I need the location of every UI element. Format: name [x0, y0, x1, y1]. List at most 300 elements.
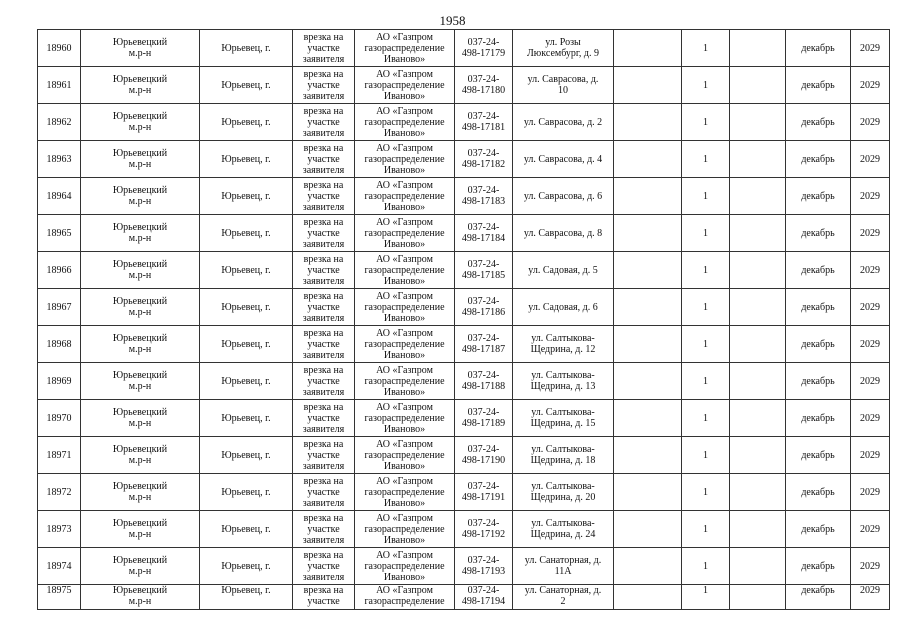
address-cell-line: ул. Саврасова, д. — [527, 74, 599, 85]
table-body — [38, 30, 890, 610]
connection-type-cell — [293, 474, 355, 511]
address-cell-line: ул. Саврасова, д. 8 — [523, 227, 603, 239]
row-number: 18974 — [38, 548, 81, 585]
connection-type-cell-line: врезка на — [303, 105, 344, 117]
connection-type-cell-line: участке — [307, 523, 340, 535]
organization-cell-line: АО «Газпром — [376, 31, 433, 43]
district-cell-line: м.р-н — [128, 381, 152, 392]
table-row — [38, 178, 890, 215]
object-code-cell-line: 037-24- — [467, 518, 500, 529]
district-cell-line: м.р-н — [128, 596, 152, 607]
month-cell: декабрь — [786, 585, 851, 610]
empty-cell — [614, 363, 682, 400]
empty-cell — [730, 67, 786, 104]
quantity-cell: 1 — [682, 67, 730, 104]
empty-cell — [730, 252, 786, 289]
empty-cell — [614, 215, 682, 252]
empty-cell — [614, 30, 682, 67]
object-code-cell-line: 037-24- — [467, 74, 500, 85]
year-cell: 2029 — [851, 30, 890, 67]
empty-cell — [730, 548, 786, 585]
row-number: 18975 — [38, 585, 81, 610]
organization-cell-line: газораспределение — [364, 560, 445, 572]
address-cell — [513, 400, 614, 437]
connection-type-cell-line: участке — [307, 560, 340, 572]
object-code-cell — [455, 400, 513, 437]
connection-type-cell-line: участке — [307, 338, 340, 350]
organization-cell-line: АО «Газпром — [376, 105, 433, 117]
month-cell: декабрь — [786, 400, 851, 437]
table-row — [38, 252, 890, 289]
month-cell: декабрь — [786, 548, 851, 585]
connection-type-cell-line: участке — [307, 301, 340, 313]
year-cell: 2029 — [851, 400, 890, 437]
month-cell: декабрь — [786, 289, 851, 326]
month-cell: декабрь — [786, 252, 851, 289]
empty-cell — [730, 474, 786, 511]
organization-cell-line: Иваново» — [383, 423, 426, 435]
connection-type-cell-line: заявителя — [302, 275, 345, 287]
organization-cell — [355, 363, 455, 400]
district-cell-line: Юрьевецкий — [112, 444, 168, 455]
object-code-cell — [455, 585, 513, 610]
connection-type-cell — [293, 215, 355, 252]
object-code-cell-line: 037-24- — [467, 370, 500, 381]
object-code-cell — [455, 141, 513, 178]
year-cell: 2029 — [851, 363, 890, 400]
organization-cell — [355, 585, 455, 610]
connection-type-cell — [293, 30, 355, 67]
district-cell — [81, 215, 200, 252]
object-code-cell — [455, 252, 513, 289]
organization-cell-line: Иваново» — [383, 127, 426, 139]
connection-type-cell — [293, 67, 355, 104]
quantity-cell: 1 — [682, 363, 730, 400]
object-code-cell-line: 498-17179 — [461, 48, 506, 59]
organization-cell-line: Иваново» — [383, 312, 426, 324]
row-number: 18973 — [38, 511, 81, 548]
city-cell: Юрьевец, г. — [200, 215, 293, 252]
object-code-cell-line: 498-17186 — [461, 307, 506, 318]
object-code-cell-line: 498-17185 — [461, 270, 506, 281]
city-cell: Юрьевец, г. — [200, 585, 293, 610]
connection-type-cell-line: врезка на — [303, 549, 344, 561]
object-code-cell-line: 498-17194 — [461, 596, 506, 607]
organization-cell-line: Иваново» — [383, 386, 426, 398]
connection-type-cell-line: врезка на — [303, 253, 344, 265]
empty-cell — [730, 511, 786, 548]
district-cell — [81, 548, 200, 585]
organization-cell-line: газораспределение — [364, 190, 445, 202]
row-number: 18969 — [38, 363, 81, 400]
organization-cell-line: АО «Газпром — [376, 364, 433, 376]
organization-cell-line: Иваново» — [383, 164, 426, 176]
city-cell: Юрьевец, г. — [200, 326, 293, 363]
empty-cell — [614, 548, 682, 585]
year-cell: 2029 — [851, 104, 890, 141]
organization-cell — [355, 178, 455, 215]
address-cell-line: Щедрина, д. 15 — [530, 418, 596, 429]
organization-cell-line: газораспределение — [364, 116, 445, 128]
address-cell — [513, 252, 614, 289]
organization-cell-line: Иваново» — [383, 349, 426, 361]
connection-type-cell-line: врезка на — [303, 438, 344, 450]
empty-cell — [614, 178, 682, 215]
row-number: 18966 — [38, 252, 81, 289]
district-cell-line: м.р-н — [128, 344, 152, 355]
object-code-cell — [455, 363, 513, 400]
connection-type-cell-line: врезка на — [303, 142, 344, 154]
organization-cell — [355, 548, 455, 585]
connection-type-cell-line: врезка на — [303, 475, 344, 487]
object-code-cell-line: 037-24- — [467, 111, 500, 122]
address-cell — [513, 104, 614, 141]
object-code-cell-line: 498-17190 — [461, 455, 506, 466]
organization-cell-line: газораспределение — [364, 523, 445, 535]
address-cell — [513, 326, 614, 363]
empty-cell — [614, 141, 682, 178]
table-row — [38, 511, 890, 548]
connection-type-cell — [293, 252, 355, 289]
address-cell — [513, 178, 614, 215]
object-code-cell-line: 498-17189 — [461, 418, 506, 429]
object-code-cell — [455, 474, 513, 511]
district-cell — [81, 104, 200, 141]
city-cell: Юрьевец, г. — [200, 252, 293, 289]
district-cell-line: м.р-н — [128, 307, 152, 318]
address-cell-line: ул. Салтыкова- — [531, 370, 595, 381]
row-number: 18970 — [38, 400, 81, 437]
table-row — [38, 363, 890, 400]
district-cell-line: м.р-н — [128, 492, 152, 503]
quantity-cell: 1 — [682, 400, 730, 437]
district-cell-line: Юрьевецкий — [112, 407, 168, 418]
organization-cell-line: Иваново» — [383, 571, 426, 583]
organization-cell-line: Иваново» — [383, 534, 426, 546]
connection-type-cell — [293, 363, 355, 400]
quantity-cell: 1 — [682, 474, 730, 511]
connection-type-cell — [293, 289, 355, 326]
district-cell-line: Юрьевецкий — [112, 296, 168, 307]
quantity-cell: 1 — [682, 437, 730, 474]
organization-cell-line: АО «Газпром — [376, 216, 433, 228]
organization-cell-line: газораспределение — [364, 338, 445, 350]
connection-type-cell-line: участке — [307, 375, 340, 387]
address-cell-line: 11А — [554, 566, 572, 577]
empty-cell — [614, 585, 682, 610]
address-cell-line: Люксембург, д. 9 — [527, 48, 599, 59]
organization-cell — [355, 215, 455, 252]
object-code-cell-line: 498-17188 — [461, 381, 506, 392]
organization-cell-line: газораспределение — [364, 42, 445, 54]
row-number: 18965 — [38, 215, 81, 252]
object-code-cell-line: 498-17191 — [461, 492, 506, 503]
quantity-cell: 1 — [682, 326, 730, 363]
connection-type-cell — [293, 104, 355, 141]
empty-cell — [614, 67, 682, 104]
district-cell-line: м.р-н — [128, 270, 152, 281]
organization-cell-line: Иваново» — [383, 275, 426, 287]
connection-type-cell-line: заявителя — [302, 238, 345, 250]
month-cell: декабрь — [786, 363, 851, 400]
empty-cell — [730, 289, 786, 326]
connection-type-cell — [293, 178, 355, 215]
object-code-cell-line: 037-24- — [467, 585, 500, 596]
district-cell — [81, 67, 200, 104]
page-number: 1958 — [439, 13, 466, 28]
district-cell — [81, 437, 200, 474]
city-cell: Юрьевец, г. — [200, 289, 293, 326]
city-cell: Юрьевец, г. — [200, 474, 293, 511]
table-row — [38, 400, 890, 437]
address-cell — [513, 437, 614, 474]
object-code-cell — [455, 511, 513, 548]
connection-type-cell-line: заявителя — [302, 460, 345, 472]
address-cell — [513, 585, 614, 610]
table-row — [38, 67, 890, 104]
empty-cell — [730, 104, 786, 141]
organization-cell-line: Иваново» — [383, 497, 426, 509]
table-row — [38, 548, 890, 585]
district-cell — [81, 474, 200, 511]
empty-cell — [730, 215, 786, 252]
empty-cell — [614, 252, 682, 289]
object-code-cell-line: 498-17187 — [461, 344, 506, 355]
connection-type-cell — [293, 585, 355, 610]
organization-cell-line: газораспределение — [364, 79, 445, 91]
object-code-cell-line: 037-24- — [467, 333, 500, 344]
district-cell-line: Юрьевецкий — [112, 259, 168, 270]
organization-cell-line: газораспределение — [364, 412, 445, 424]
year-cell: 2029 — [851, 585, 890, 610]
year-cell: 2029 — [851, 326, 890, 363]
district-cell-line: Юрьевецкий — [112, 148, 168, 159]
organization-cell — [355, 437, 455, 474]
connection-type-cell-line: заявителя — [302, 571, 345, 583]
connection-type-cell-line: врезка на — [303, 512, 344, 524]
year-cell: 2029 — [851, 141, 890, 178]
address-cell — [513, 289, 614, 326]
connection-type-cell-line: заявителя — [302, 127, 345, 139]
organization-cell — [355, 30, 455, 67]
empty-cell — [730, 585, 786, 610]
organization-cell — [355, 400, 455, 437]
object-code-cell-line: 037-24- — [467, 481, 500, 492]
address-cell — [513, 30, 614, 67]
district-cell-line: м.р-н — [128, 48, 152, 59]
district-cell-line: м.р-н — [128, 418, 152, 429]
empty-cell — [614, 437, 682, 474]
connection-type-cell-line: участке — [307, 116, 340, 128]
address-cell-line: ул. Саврасова, д. 4 — [523, 153, 603, 165]
organization-cell-line: АО «Газпром — [376, 475, 433, 487]
district-cell-line: Юрьевецкий — [112, 222, 168, 233]
organization-cell-line: газораспределение — [364, 264, 445, 276]
connection-type-cell-line: врезка на — [303, 327, 344, 339]
object-code-cell-line: 037-24- — [467, 37, 500, 48]
connection-type-cell — [293, 437, 355, 474]
district-cell — [81, 289, 200, 326]
empty-cell — [614, 400, 682, 437]
address-cell-line: ул. Салтыкова- — [531, 407, 595, 418]
empty-cell — [730, 178, 786, 215]
district-cell-line: Юрьевецкий — [112, 370, 168, 381]
quantity-cell: 1 — [682, 585, 730, 610]
district-cell-line: м.р-н — [128, 85, 152, 96]
address-cell — [513, 141, 614, 178]
organization-cell-line: газораспределение — [364, 596, 445, 607]
district-cell-line: Юрьевецкий — [112, 333, 168, 344]
empty-cell — [730, 363, 786, 400]
empty-cell — [614, 511, 682, 548]
object-code-cell — [455, 289, 513, 326]
address-cell-line: 10 — [558, 85, 568, 96]
organization-cell-line: АО «Газпром — [376, 179, 433, 191]
city-cell: Юрьевец, г. — [200, 548, 293, 585]
organization-cell-line: АО «Газпром — [376, 512, 433, 524]
organization-cell-line: Иваново» — [383, 201, 426, 213]
empty-cell — [730, 437, 786, 474]
month-cell: декабрь — [786, 474, 851, 511]
city-cell: Юрьевец, г. — [200, 178, 293, 215]
address-cell-line: Щедрина, д. 13 — [530, 381, 596, 392]
organization-cell-line: АО «Газпром — [376, 327, 433, 339]
connection-type-cell-line: врезка на — [303, 216, 344, 228]
object-code-cell-line: 498-17192 — [461, 529, 506, 540]
connection-type-cell-line: заявителя — [302, 164, 345, 176]
connection-type-cell-line: заявителя — [302, 534, 345, 546]
object-code-cell-line: 037-24- — [467, 148, 500, 159]
address-cell-line: ул. Салтыкова- — [531, 518, 595, 529]
connection-type-cell-line: участке — [307, 412, 340, 424]
connection-type-cell-line: участке — [307, 42, 340, 54]
district-cell — [81, 252, 200, 289]
organization-cell-line: газораспределение — [364, 449, 445, 461]
organization-cell — [355, 104, 455, 141]
district-cell-line: Юрьевецкий — [112, 481, 168, 492]
address-cell-line: Щедрина, д. 18 — [530, 455, 596, 466]
connection-type-cell-line: врезка на — [303, 585, 344, 596]
object-code-cell-line: 498-17184 — [461, 233, 506, 244]
empty-cell — [730, 30, 786, 67]
address-cell-line: ул. Садовая, д. 6 — [528, 301, 598, 313]
city-cell: Юрьевец, г. — [200, 67, 293, 104]
quantity-cell: 1 — [682, 178, 730, 215]
organization-cell-line: АО «Газпром — [376, 253, 433, 265]
row-number: 18967 — [38, 289, 81, 326]
district-cell-line: м.р-н — [128, 455, 152, 466]
organization-cell — [355, 67, 455, 104]
connection-type-cell-line: врезка на — [303, 364, 344, 376]
organization-cell-line: газораспределение — [364, 301, 445, 313]
district-cell-line: м.р-н — [128, 566, 152, 577]
month-cell: декабрь — [786, 437, 851, 474]
table-row — [38, 326, 890, 363]
connection-type-cell-line: врезка на — [303, 401, 344, 413]
organization-cell-line: газораспределение — [364, 227, 445, 239]
organization-cell — [355, 289, 455, 326]
object-code-cell-line: 037-24- — [467, 296, 500, 307]
object-code-cell-line: 037-24- — [467, 259, 500, 270]
address-cell-line: Щедрина, д. 12 — [530, 344, 596, 355]
row-number: 18972 — [38, 474, 81, 511]
connection-type-cell — [293, 548, 355, 585]
year-cell: 2029 — [851, 437, 890, 474]
object-code-cell-line: 498-17182 — [461, 159, 506, 170]
district-cell-line: м.р-н — [128, 233, 152, 244]
district-cell-line: Юрьевецкий — [112, 37, 168, 48]
city-cell: Юрьевец, г. — [200, 30, 293, 67]
connection-type-cell — [293, 141, 355, 178]
quantity-cell: 1 — [682, 511, 730, 548]
district-cell-line: м.р-н — [128, 159, 152, 170]
quantity-cell: 1 — [682, 30, 730, 67]
address-cell-line: ул. Саврасова, д. 2 — [523, 116, 603, 128]
object-code-cell-line: 498-17181 — [461, 122, 506, 133]
empty-cell — [614, 289, 682, 326]
object-code-cell-line: 037-24- — [467, 222, 500, 233]
month-cell: декабрь — [786, 326, 851, 363]
district-cell — [81, 141, 200, 178]
year-cell: 2029 — [851, 289, 890, 326]
address-cell — [513, 474, 614, 511]
organization-cell-line: АО «Газпром — [376, 549, 433, 561]
district-cell-line: Юрьевецкий — [112, 518, 168, 529]
connection-type-cell-line: врезка на — [303, 290, 344, 302]
year-cell: 2029 — [851, 548, 890, 585]
district-cell-line: Юрьевецкий — [112, 555, 168, 566]
month-cell: декабрь — [786, 104, 851, 141]
organization-cell — [355, 511, 455, 548]
address-cell-line: ул. Салтыкова- — [531, 333, 595, 344]
quantity-cell: 1 — [682, 215, 730, 252]
connection-type-cell-line: врезка на — [303, 68, 344, 80]
row-number: 18964 — [38, 178, 81, 215]
connection-type-cell-line: участке — [307, 486, 340, 498]
organization-cell-line: АО «Газпром — [376, 142, 433, 154]
connection-type-cell — [293, 511, 355, 548]
address-cell-line: Щедрина, д. 20 — [530, 492, 596, 503]
city-cell: Юрьевец, г. — [200, 437, 293, 474]
object-code-cell-line: 498-17193 — [461, 566, 506, 577]
quantity-cell: 1 — [682, 252, 730, 289]
organization-cell-line: газораспределение — [364, 153, 445, 165]
year-cell: 2029 — [851, 67, 890, 104]
object-code-cell — [455, 30, 513, 67]
row-number: 18968 — [38, 326, 81, 363]
object-code-cell — [455, 326, 513, 363]
row-number: 18963 — [38, 141, 81, 178]
object-code-cell-line: 498-17180 — [461, 85, 506, 96]
object-code-cell — [455, 437, 513, 474]
object-code-cell — [455, 215, 513, 252]
quantity-cell: 1 — [682, 141, 730, 178]
table-row — [38, 30, 890, 67]
connection-type-cell-line: участке — [307, 153, 340, 165]
connection-type-cell-line: врезка на — [303, 179, 344, 191]
organization-cell-line: Иваново» — [383, 460, 426, 472]
organization-cell — [355, 141, 455, 178]
address-cell — [513, 548, 614, 585]
empty-cell — [730, 326, 786, 363]
month-cell: декабрь — [786, 67, 851, 104]
organization-cell-line: Иваново» — [383, 53, 426, 65]
city-cell: Юрьевец, г. — [200, 141, 293, 178]
connection-type-cell-line: участке — [307, 79, 340, 91]
district-cell-line: м.р-н — [128, 122, 152, 133]
district-cell — [81, 363, 200, 400]
month-cell: декабрь — [786, 141, 851, 178]
